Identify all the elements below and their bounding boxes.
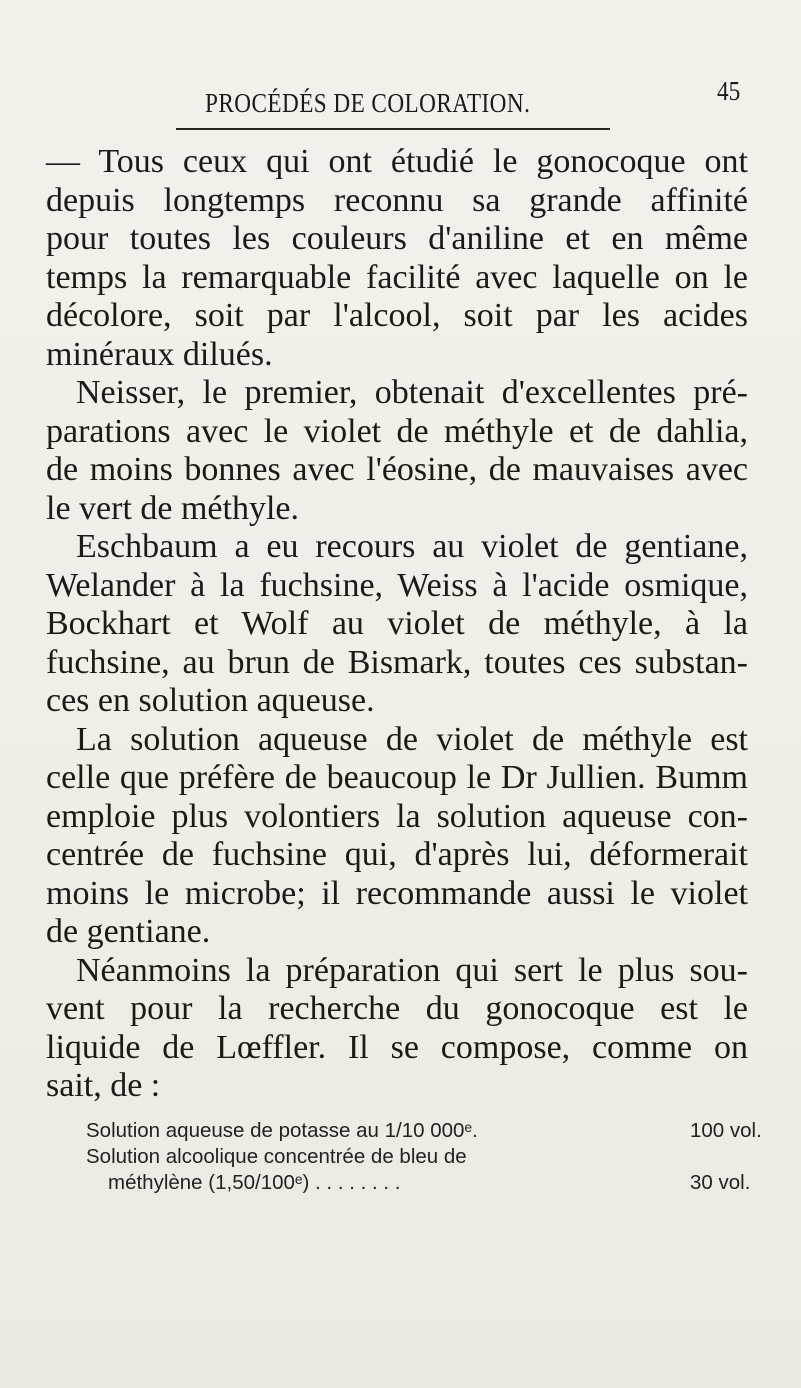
text-line: de moins bonnes avec l'éosine, de mauvaises avec	[46, 451, 748, 488]
text-line: moins le microbe; il recommande aussi le violet	[46, 874, 748, 912]
text-line: ces en solution aqueuse.	[46, 682, 375, 719]
text-line: fuchsine, au brun de Bismark, toutes ces substan-	[46, 643, 748, 681]
text-line: liquide de Lœffler. Il se compose, comme on	[46, 1028, 748, 1066]
text-line: La solution aqueuse de violet de méthyle est	[76, 720, 748, 758]
running-head: PROCÉDÉS DE COLORATION.	[205, 88, 531, 118]
quantity: 30 vol.	[690, 1171, 751, 1194]
text-line: sait, de :	[46, 1067, 161, 1104]
text-line: depuis longtemps reconnu sa grande affinité	[46, 181, 748, 219]
recipe-row	[86, 1118, 786, 1144]
ingredient: Solution alcoolique concentrée de bleu de	[86, 1145, 467, 1168]
text-line: Eschbaum a eu recours au violet de gentiane,	[76, 528, 748, 565]
ingredient: méthylène (1,50/100ᵉ) . . . . . . . .	[108, 1171, 401, 1194]
recipe-table	[86, 1118, 786, 1196]
text-line: Neisser, le premier, obtenait d'excellentes pré-	[76, 374, 748, 411]
text-line: vent pour la recherche du gonocoque est le	[46, 990, 748, 1027]
text-line: Néanmoins la préparation qui sert le plus sou-	[76, 951, 748, 989]
text-line: Welander à la fuchsine, Weiss à l'acide osmique,	[46, 566, 748, 604]
text-line: temps la remarquable facilité avec laquelle on le	[46, 258, 748, 296]
body-text	[46, 143, 748, 1106]
text-line: parations avec le violet de méthyle et de dahlia,	[46, 412, 748, 450]
header-rule	[176, 128, 610, 130]
text-line: emploie plus volontiers la solution aqueuse con-	[46, 797, 748, 835]
text-line: celle que préfère de beaucoup le Dr Jullien. Bumm	[46, 759, 748, 796]
page-number: 45	[717, 76, 741, 106]
recipe-row	[86, 1144, 786, 1170]
text-line: minéraux dilués.	[46, 335, 273, 373]
text-line: — Tous ceux qui ont étudié le gonocoque ont	[46, 143, 748, 180]
text-line: le vert de méthyle.	[46, 489, 300, 527]
text-line: pour toutes les couleurs d'aniline et en même	[46, 220, 748, 257]
text-line: Bockhart et Wolf au violet de méthyle, à la	[46, 605, 748, 642]
text-line: décolore, soit par l'alcool, soit par les acides	[46, 297, 748, 334]
quantity-empty	[690, 1144, 786, 1170]
text-line: centrée de fuchsine qui, d'après lui, déformerait	[46, 836, 748, 873]
recipe-row	[86, 1170, 786, 1196]
text-line: de gentiane.	[46, 913, 211, 950]
quantity: 100 vol.	[690, 1119, 762, 1142]
ingredient: Solution aqueuse de potasse au 1/10 000ᵉ.	[86, 1119, 478, 1142]
